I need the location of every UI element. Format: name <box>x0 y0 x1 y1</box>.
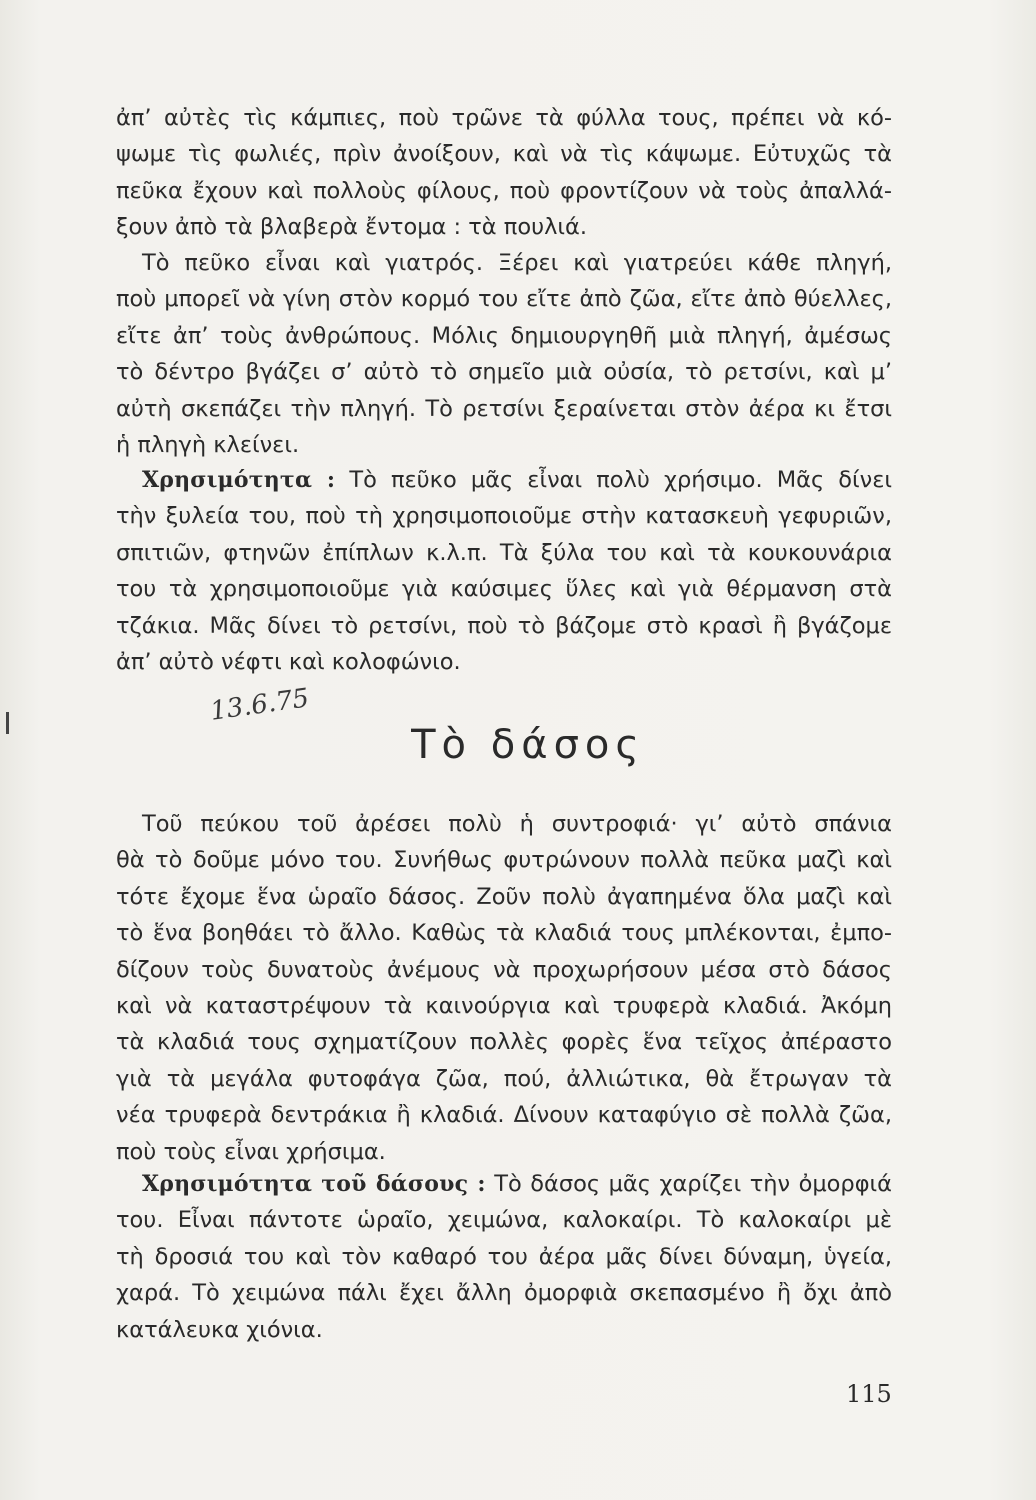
text-line: τὴ δροσιά του καὶ τὸν καθαρό του ἀέρα μᾶς δίνει δύναμη, ὑγεία, <box>116 1243 892 1270</box>
text-line: τότε ἔχομε ἕνα ὡραῖο δάσος. Ζοῦν πολὺ ἀγαπημένα ὅλα μαζὶ καὶ <box>116 883 892 910</box>
text-line-rest: Τὸ δάσος μᾶς χαρίζει τὴν ὀμορφιά <box>485 1171 892 1197</box>
text-line: χαρά. Τὸ χειμώνα πάλι ἔχει ἄλλη ὀμορφιὰ σκεπασμένο ἢ ὄχι ἀπὸ <box>116 1280 892 1307</box>
text-line: του. Εἶναι πάντοτε ὡραῖο, χειμώνα, καλοκαίρι. Τὸ καλοκαίρι μὲ <box>116 1207 892 1234</box>
text-line <box>116 1166 892 1202</box>
text-line: δίζουν τοὺς δυνατοὺς ἀνέμους νὰ προχωρήσουν μέσα στὸ δάσος <box>116 956 892 983</box>
forest-usefulness-term: Χρησιμότητα τοῦ δάσους : <box>142 1171 486 1197</box>
page-number: 115 <box>846 1380 892 1408</box>
paragraph-pine-doctor <box>116 245 892 463</box>
text-line: ποὺ μπορεῖ νὰ γίνη στὸν κορμό του εἴτε ἀπὸ ζῶα, εἴτε ἀπὸ θύελλες, <box>116 286 892 313</box>
text-line: τὸ δέντρο βγάζει σ’ αὐτὸ τὸ σημεῖο μιὰ οὐσία, τὸ ρετσίνι, καὶ μ’ <box>116 359 892 386</box>
text-line: του τὰ χρησιμοποιοῦμε γιὰ καύσιμες ὕλες καὶ γιὰ θέρμανση στὰ <box>116 576 892 603</box>
text-line-rest: Τὸ πεῦκο μᾶς εἶναι πολὺ χρήσιμο. Μᾶς δίνει <box>335 467 892 493</box>
text-line: εἴτε ἀπ’ τοὺς ἀνθρώπους. Μόλις δημιουργηθῆ μιὰ πληγή, ἀμέσως <box>116 322 892 349</box>
paragraph-pine-usefulness <box>116 462 892 680</box>
paragraph-caterpillars <box>116 100 892 246</box>
text-line: ποὺ τοὺς εἶναι χρήσιμα. <box>116 1138 386 1165</box>
text-line: τζάκια. Μᾶς δίνει τὸ ρετσίνι, ποὺ τὸ βάζομε στὸ κρασὶ ἢ βγάζομε <box>116 612 892 639</box>
text-line: Τὸ πεῦκο εἶναι καὶ γιατρός. Ξέρει καὶ γιατρεύει κάθε πληγή, <box>142 250 892 276</box>
text-line: πεῦκα ἔχουν καὶ πολλοὺς φίλους, ποὺ φροντίζουν νὰ τοὺς ἀπαλλά- <box>116 177 892 204</box>
text-line: Τοῦ πεύκου τοῦ ἀρέσει πολὺ ἡ συντροφιά· γι’ αὐτὸ σπάνια <box>142 811 892 837</box>
text-line <box>116 462 892 498</box>
paragraph-forest-usefulness <box>116 1166 892 1348</box>
text-line: θὰ τὸ δοῦμε μόνο του. Συνήθως φυτρώνουν πολλὰ πεῦκα μαζὶ καὶ <box>116 847 892 874</box>
text-line: καὶ νὰ καταστρέψουν τὰ καινούργια καὶ τρυφερὰ κλαδιά. Ἀκόμη <box>116 993 892 1020</box>
handwritten-date-note: 13.6.75 <box>208 683 311 727</box>
text-line: τὰ κλαδιά τους σχηματίζουν πολλὲς φορὲς ἕνα τεῖχος ἀπέραστο <box>116 1029 892 1056</box>
text-line: γιὰ τὰ μεγάλα φυτοφάγα ζῶα, πού, ἀλλιώτικα, θὰ ἔτρωγαν τὰ <box>116 1065 892 1092</box>
text-line: νέα τρυφερὰ δεντράκια ἢ κλαδιά. Δίνουν καταφύγιο σὲ πολλὰ ζῶα, <box>116 1102 892 1129</box>
text-line: τὴν ξυλεία του, ποὺ τὴ χρησιμοποιοῦμε στὴν κατασκευὴ γεφυριῶν, <box>116 503 892 530</box>
text-line: τὸ ἕνα βοηθάει τὸ ἄλλο. Καθὼς τὰ κλαδιά τους μπλέκονται, ἐμπο- <box>116 920 892 947</box>
paragraph-forest <box>116 806 892 1170</box>
text-line: ξουν ἀπὸ τὰ βλαβερὰ ἔντομα : τὰ πουλιά. <box>116 214 588 241</box>
text-line: αὐτὴ σκεπάζει τὴν πληγή. Τὸ ρετσίνι ξεραίνεται στὸν ἀέρα κι ἔτσι <box>116 395 892 422</box>
text-line: κατάλευκα χιόνια. <box>116 1316 323 1343</box>
section-title: Τὸ δάσος <box>411 722 645 768</box>
text-line: σπιτιῶν, φτηνῶν ἐπίπλων κ.λ.π. Τὰ ξύλα του καὶ τὰ κουκουνάρια <box>116 539 892 566</box>
text-line: ψωμε τὶς φωλιές, πρὶν ἀνοίξουν, καὶ νὰ τὶς κάψωμε. Εὐτυχῶς τὰ <box>116 141 892 168</box>
text-line: ἡ πληγὴ κλείνει. <box>116 432 300 459</box>
text-line: ἀπ’ αὐτὲς τὶς κάμπιες, ποὺ τρῶνε τὰ φύλλα τους, πρέπει νὰ κό- <box>116 105 892 131</box>
text-line: ἀπ’ αὐτὸ νέφτι καὶ κολοφώνιο. <box>116 649 461 676</box>
usefulness-term: Χρησιμότητα : <box>142 467 336 493</box>
